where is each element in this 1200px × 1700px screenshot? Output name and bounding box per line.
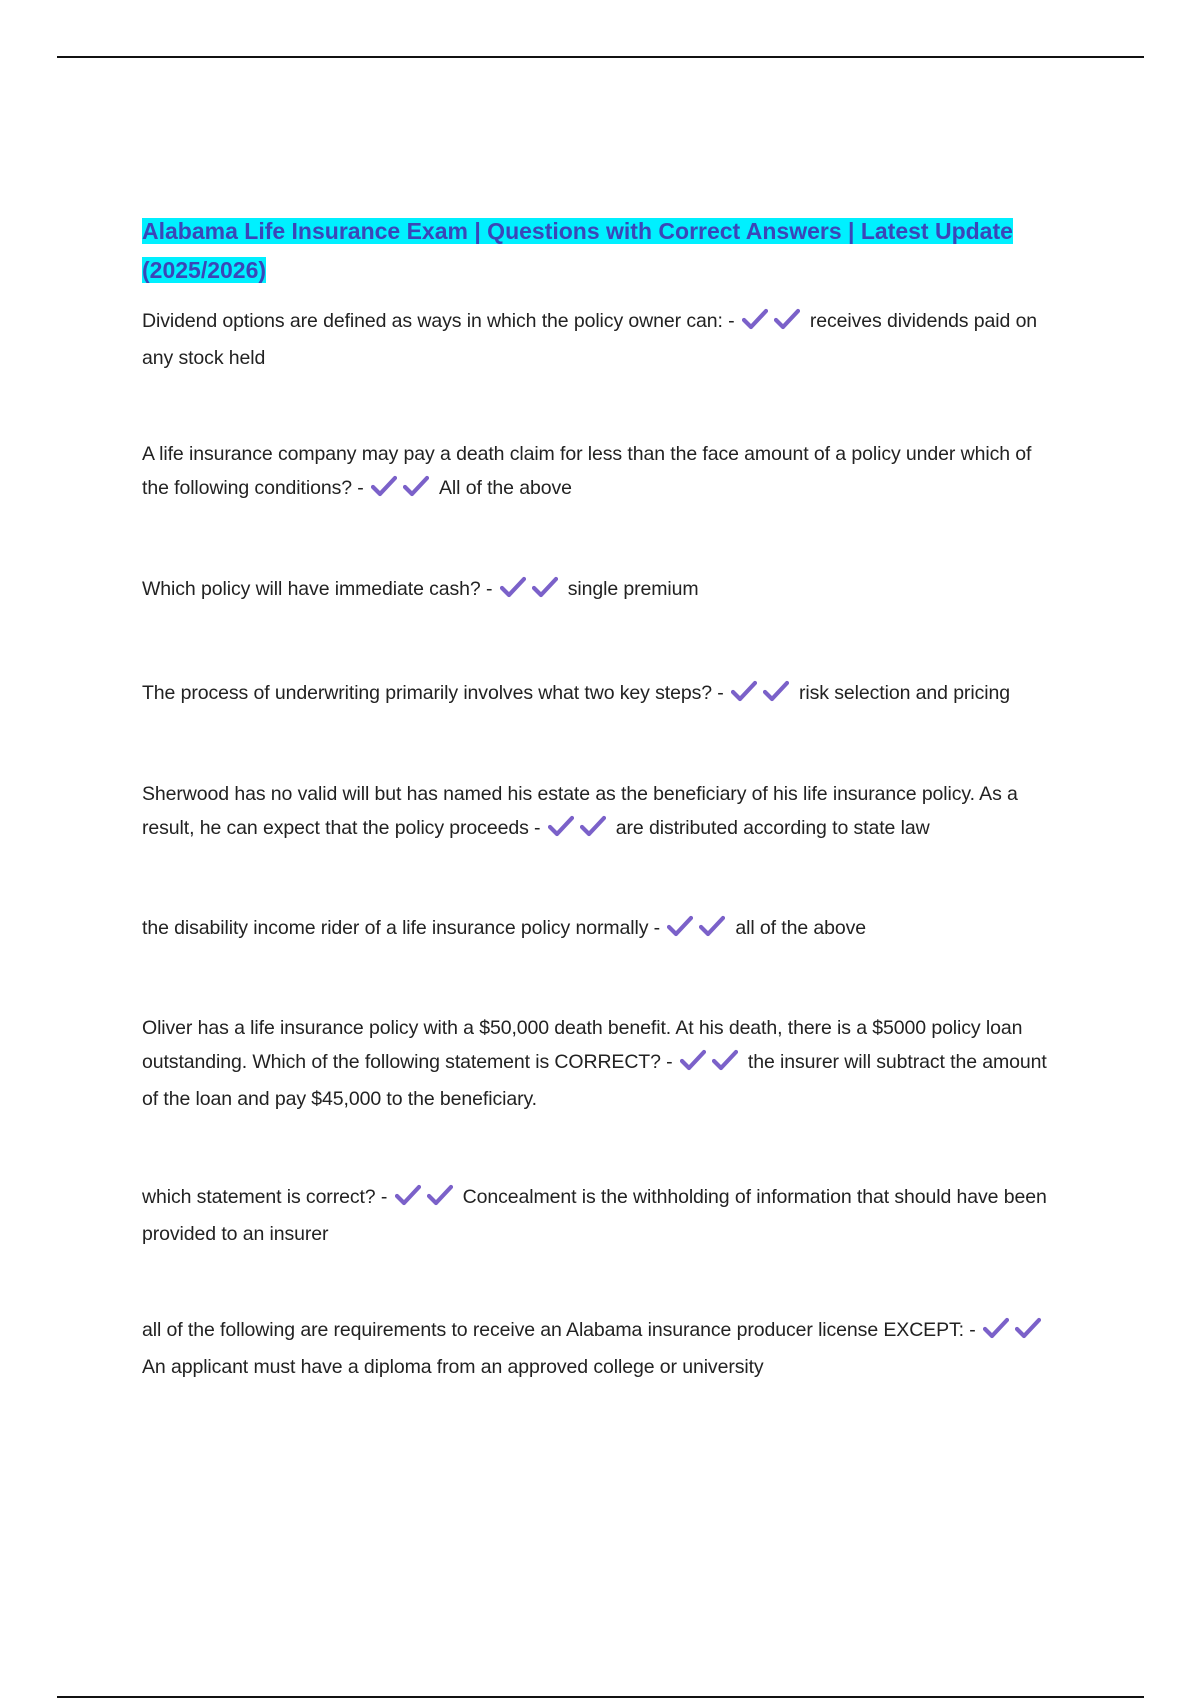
double-check-icon: [371, 474, 435, 508]
check-icon: [371, 475, 397, 497]
check-icon: [742, 308, 768, 330]
qa-item: [142, 911, 1057, 948]
check-icon: [983, 1317, 1009, 1339]
check-icon: [1015, 1317, 1041, 1339]
answer-text: single premium: [567, 578, 699, 600]
document-body: [142, 212, 1057, 1384]
double-check-icon: [742, 307, 806, 341]
check-icon: [667, 915, 693, 937]
question-text: Dividend options are defined as ways in which the policy owner can: -: [142, 310, 735, 332]
double-check-icon: [500, 575, 564, 609]
check-icon: [395, 1184, 421, 1206]
question-text: all of the following are requirements to receive an Alabama insurance producer license EXCEPT: -: [142, 1319, 976, 1341]
check-icon: [680, 1049, 706, 1071]
document-title: [142, 212, 1057, 290]
qa-item: [142, 1313, 1057, 1384]
question-text: A life insurance company may pay a death claim for less than the face amount of a policy under which of the following conditions? -: [142, 443, 1032, 499]
check-icon: [699, 915, 725, 937]
check-icon: [532, 576, 558, 598]
qa-item: [142, 1180, 1057, 1251]
question-text: Which policy will have immediate cash? -: [142, 578, 493, 600]
answer-text: all of the above: [735, 917, 867, 939]
question-text: which statement is correct? -: [142, 1186, 388, 1208]
qa-item: [142, 304, 1057, 375]
qa-item: [142, 437, 1057, 508]
double-check-icon: [731, 679, 795, 713]
question-text: Oliver has a life insurance policy with a $50,000 death benefit. At his death, there is a $5000 policy loan outstanding. Which of the following statement is CORRECT? -: [142, 1017, 1023, 1073]
check-icon: [403, 475, 429, 497]
answer-text: receives dividends paid on any stock held: [142, 310, 1038, 369]
check-icon: [731, 680, 757, 702]
double-check-icon: [548, 814, 612, 848]
top-rule: [57, 56, 1144, 58]
qa-item: [142, 777, 1057, 848]
check-icon: [763, 680, 789, 702]
double-check-icon: [983, 1316, 1047, 1350]
answer-text: the insurer will subtract the amount of the loan and pay $45,000 to the beneficiary.: [142, 1051, 1047, 1110]
check-icon: [500, 576, 526, 598]
check-icon: [774, 308, 800, 330]
qa-item: [142, 1011, 1057, 1116]
answer-text: All of the above: [439, 477, 572, 499]
question-text: Sherwood has no valid will but has named his estate as the beneficiary of his life insurance policy. As a result, he can expect that the policy proceeds -: [142, 783, 1018, 839]
answer-text: Concealment is the withholding of information that should have been provided to an insurer: [142, 1186, 1047, 1245]
title-highlight: Alabama Life Insurance Exam | Questions with Correct Answers | Latest Update (2025/2026): [142, 218, 1013, 283]
double-check-icon: [395, 1183, 459, 1217]
bottom-rule: [57, 1696, 1144, 1698]
question-text: The process of underwriting primarily involves what two key steps? -: [142, 682, 724, 704]
qa-item: [142, 676, 1057, 713]
check-icon: [712, 1049, 738, 1071]
check-icon: [548, 815, 574, 837]
check-icon: [427, 1184, 453, 1206]
qa-item: [142, 572, 1057, 609]
answer-text: risk selection and pricing: [799, 682, 1010, 704]
check-icon: [580, 815, 606, 837]
question-text: the disability income rider of a life insurance policy normally -: [142, 917, 661, 939]
double-check-icon: [667, 914, 731, 948]
double-check-icon: [680, 1048, 744, 1082]
answer-text: are distributed according to state law: [615, 817, 930, 839]
answer-text: An applicant must have a diploma from an approved college or university: [142, 1356, 764, 1378]
